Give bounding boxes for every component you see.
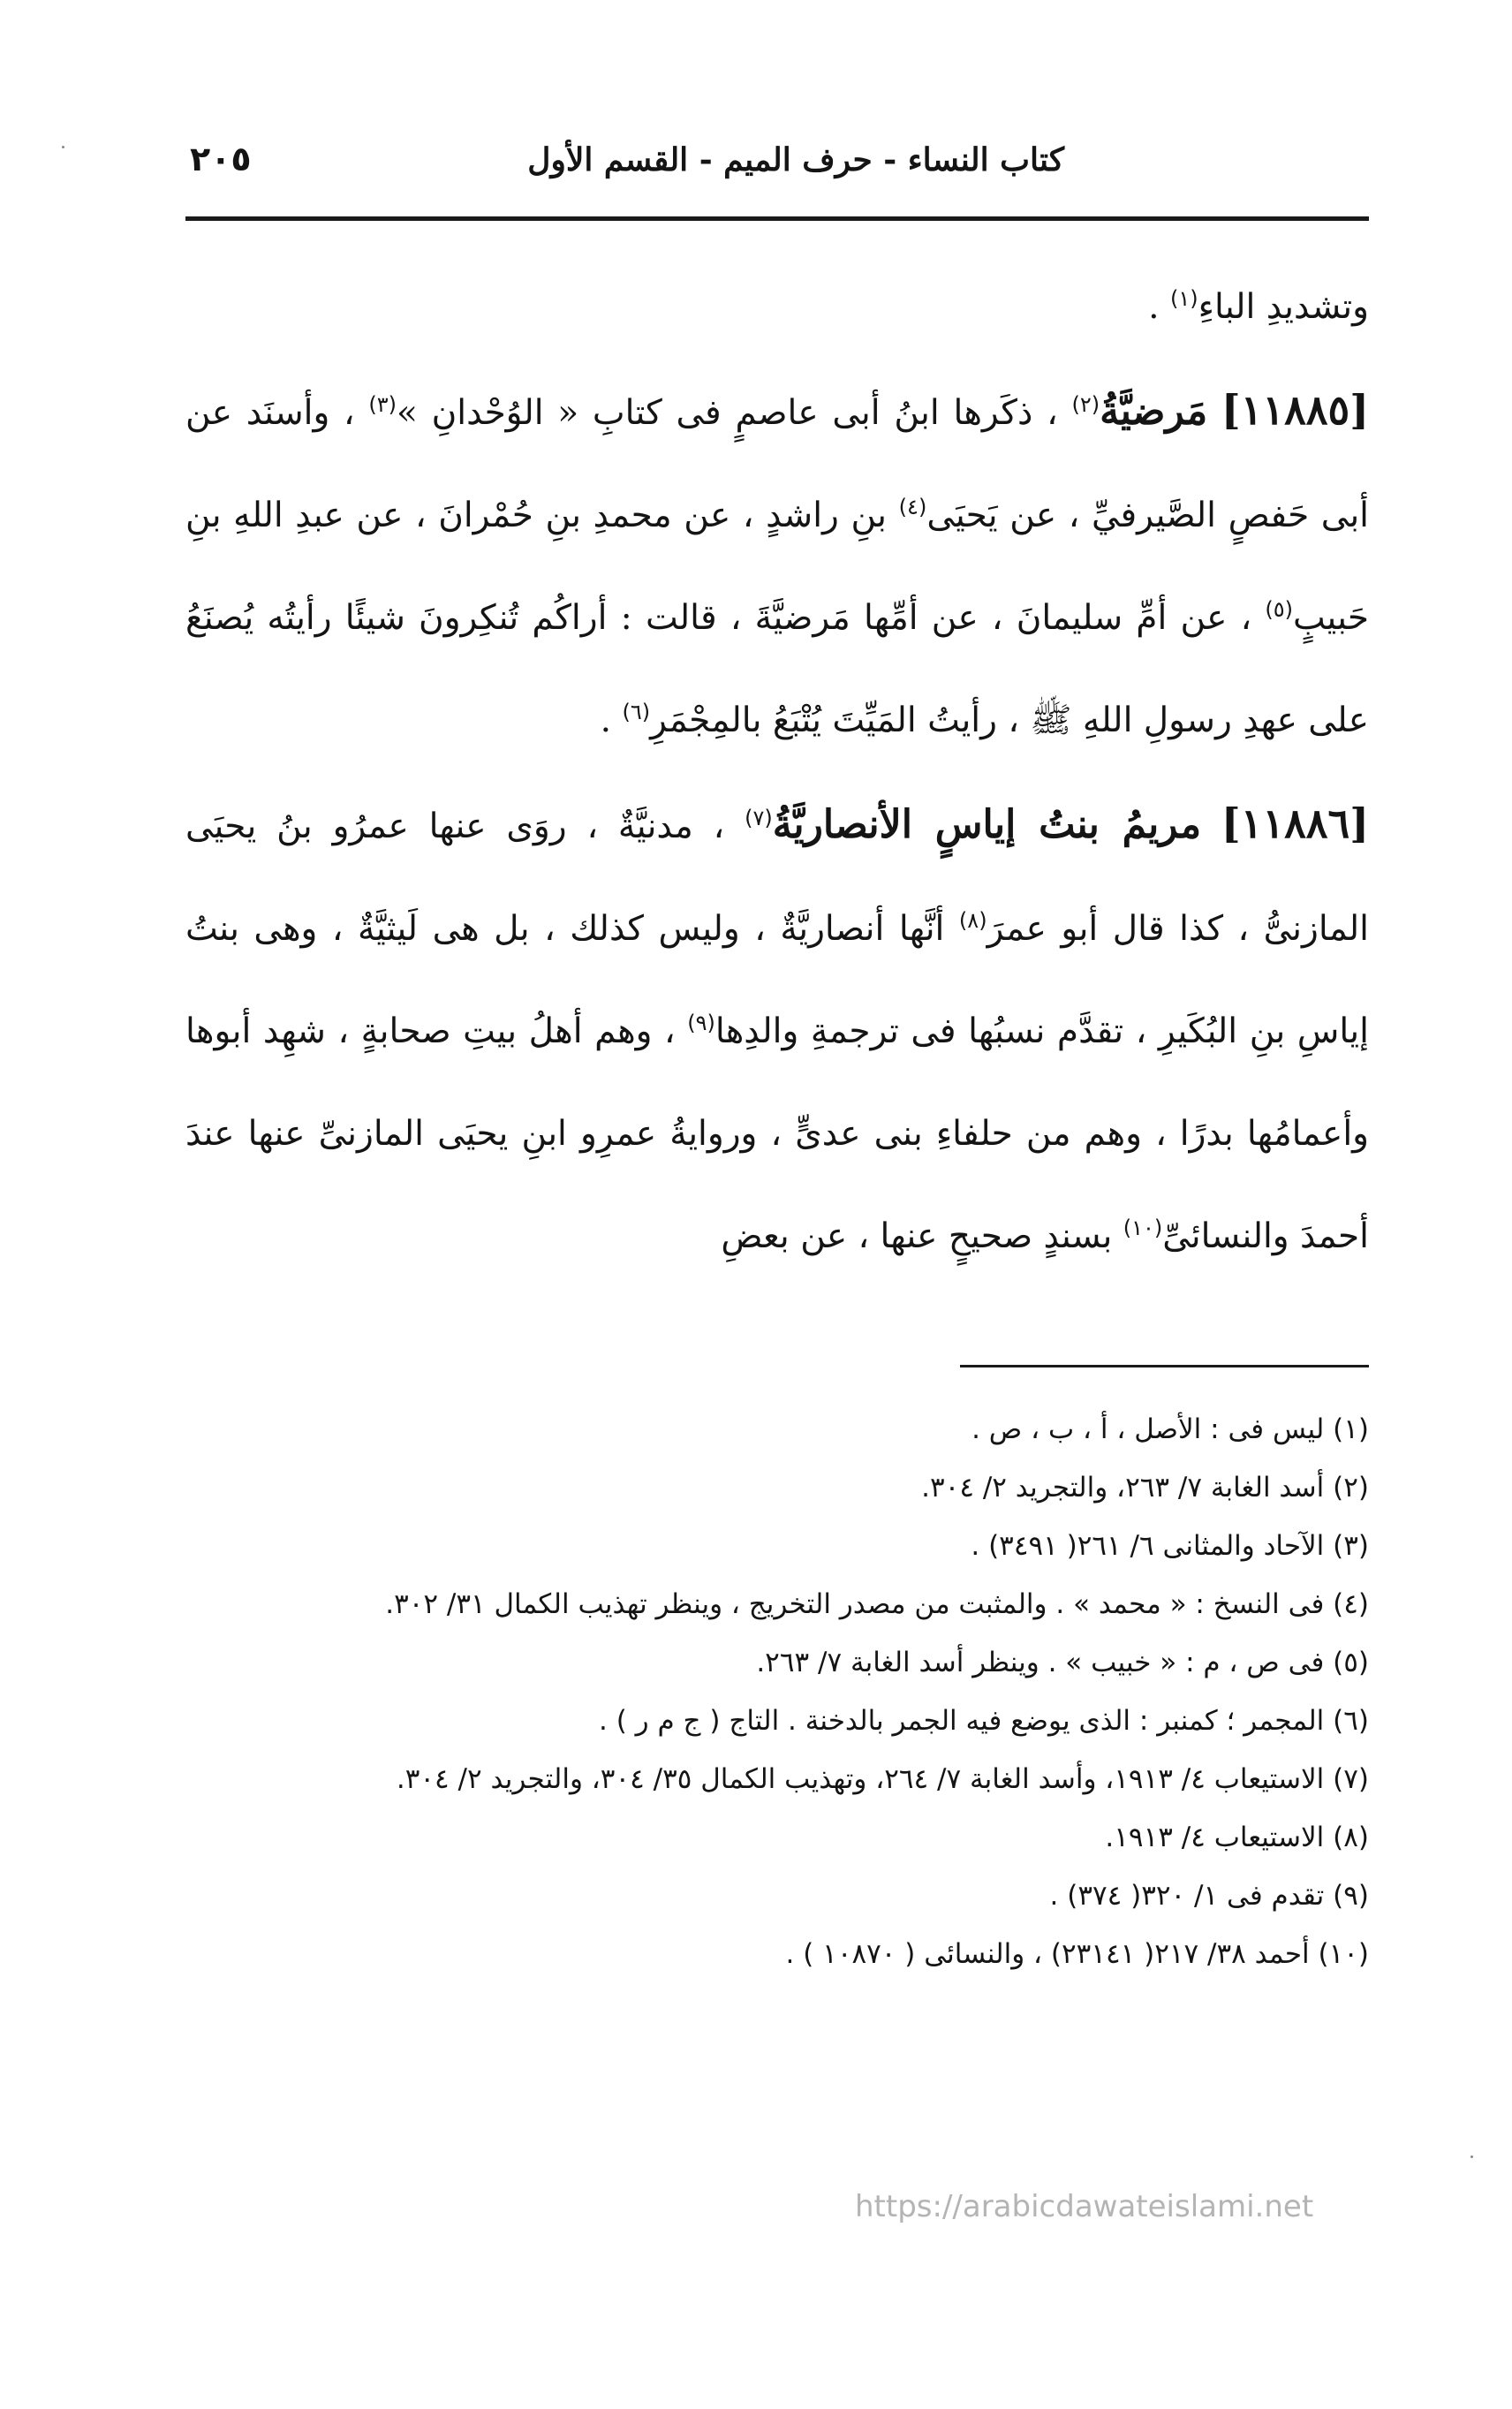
entry-text: ، عن أمِّ سليمانَ ، عن أمِّها مَرضيَّةَ ، قالت : أراكُم تُنكِرونَ شيئًا رأيتُه يُصنَعُ على عهدِ رسولِ اللهِ ﷺ ، رأيتُ المَيِّتَ يُتْبَعُ بالمِجْمَرِ	[185, 598, 1369, 740]
footnote-ref[interactable]: (٥)	[1265, 597, 1294, 622]
entry-11885	[185, 359, 1369, 772]
footnote-separator	[960, 1365, 1369, 1367]
footnote-item: (٣) الآحاد والمثانى ٦/ ٢٦١( ٣٤٩١) .	[971, 1530, 1369, 1562]
footnote-ref[interactable]: (٤)	[898, 495, 927, 519]
footnote-ref[interactable]: (٧)	[745, 806, 773, 830]
entry-text: ، مدنيَّةٌ ، روَى عنها عمرُو بنُ يحيَى المازنىُّ ، كذا قال أبو عمرَ	[185, 807, 1369, 949]
entry-text: أنَّها أنصاريَّةٌ ، وليس كذلك ، بل هى لَيثيَّةٌ ، وهى بنتُ إياسِ بنِ البُكَيرِ ، تقدَّم نسبُها فى ترجمةِ والدِها	[185, 909, 1369, 1051]
running-title: كتاب النساء - حرف الميم - القسم الأول	[527, 141, 1064, 178]
scan-speck	[62, 146, 64, 148]
footnote-item: (١) ليس فى : الأصل ، أ ، ب ، ص .	[971, 1413, 1369, 1445]
entry-text: ، ذكَرها ابنُ أبى عاصمٍ فى كتابِ « الوُحْدانِ »	[397, 393, 1058, 433]
footnote-ref[interactable]: (٢)	[1071, 392, 1100, 417]
watermark-url: https://arabicdawateislami.net	[855, 2189, 1314, 2224]
footnote-ref[interactable]: (٩)	[687, 1011, 715, 1035]
footnote-item: (٨) الاستيعاب ٤/ ١٩١٣.	[1105, 1822, 1369, 1853]
paragraph-end: .	[1148, 287, 1170, 327]
paragraph-text: وتشديدِ الباءِ	[1198, 287, 1369, 327]
entry-text: ، وأسنَد عن أبى حَفصٍ الصَّيرفيِّ ، عن يَحيَى	[185, 393, 1370, 535]
scan-speck	[1470, 2155, 1473, 2158]
entry-text: بنِ راشدٍ ، عن محمدِ بنِ حُمْرانَ ، عن عبدِ اللهِ بنِ حَبيبٍ	[185, 496, 1369, 638]
footnote-item: (٥) فى ص ، م : « خبيب » . وينظر أسد الغابة ٧/ ٢٦٣.	[756, 1647, 1369, 1678]
entry-number: [١١٨٨٦]	[1221, 799, 1369, 847]
main-text	[185, 256, 1369, 1288]
entry-text: بسندٍ صحيحٍ عنها ، عن بعضِ	[721, 1216, 1113, 1256]
footnote-ref[interactable]: (١)	[1169, 286, 1198, 311]
footnote-ref[interactable]: (٨)	[958, 908, 987, 933]
footnote-item: (٢) أسد الغابة ٧/ ٢٦٣، والتجريد ٢/ ٣٠٤.	[921, 1472, 1369, 1504]
entry-11886	[185, 772, 1369, 1288]
footnote-item: (٧) الاستيعاب ٤/ ١٩١٣، وأسد الغابة ٧/ ٢٦٤، وتهذيب الكمال ٣٥/ ٣٠٤، والتجريد ٢/ ٣٠٤.	[396, 1763, 1369, 1795]
footnote-item: (٦) المجمر ؛ كمنبر : الذى يوضع فيه الجمر بالدخنة . التاج ( ج م ر ) .	[598, 1705, 1369, 1737]
header-rule	[185, 216, 1369, 221]
footnote-item: (١٠) أحمد ٣٨/ ٢١٧( ٢٣١٤١) ، والنسائى ( ١٠٨٧٠ ) .	[785, 1938, 1369, 1970]
footnote-item: (٤) فى النسخ : « محمد » . والمثبت من مصدر التخريج ، وينظر تهذيب الكمال ٣١/ ٣٠٢.	[385, 1588, 1369, 1620]
entry-name: مريمُ بنتُ إياسٍ الأنصاريَّةُ	[772, 802, 1202, 847]
entry-name: مَرضيَّةُ	[1100, 389, 1208, 434]
entry-text: ، وهم أهلُ بيتِ صحابةٍ ، شهِد أبوها وأعمامُها بدرًا ، وهم من حلفاءِ بنى عدىٍّ ، وروايةُ عمرِو ابنِ يحيَى المازنىِّ عنها عندَ أحمدَ والنسائىِّ	[185, 1011, 1369, 1256]
footnote-ref[interactable]: (٣)	[368, 392, 397, 417]
paragraph-continuation	[185, 256, 1369, 359]
footnote-ref[interactable]: (٦)	[622, 700, 651, 724]
entry-end: .	[600, 701, 623, 740]
footnote-ref[interactable]: (١٠)	[1123, 1216, 1163, 1240]
page-number: ٢٠٥	[190, 140, 252, 178]
entry-number: [١١٨٨٥]	[1221, 386, 1369, 434]
footnote-item: (٩) تقدم فى ١/ ٣٢٠( ٣٧٤) .	[1049, 1880, 1369, 1912]
footnotes	[185, 1400, 1369, 1983]
running-header	[181, 133, 1365, 203]
